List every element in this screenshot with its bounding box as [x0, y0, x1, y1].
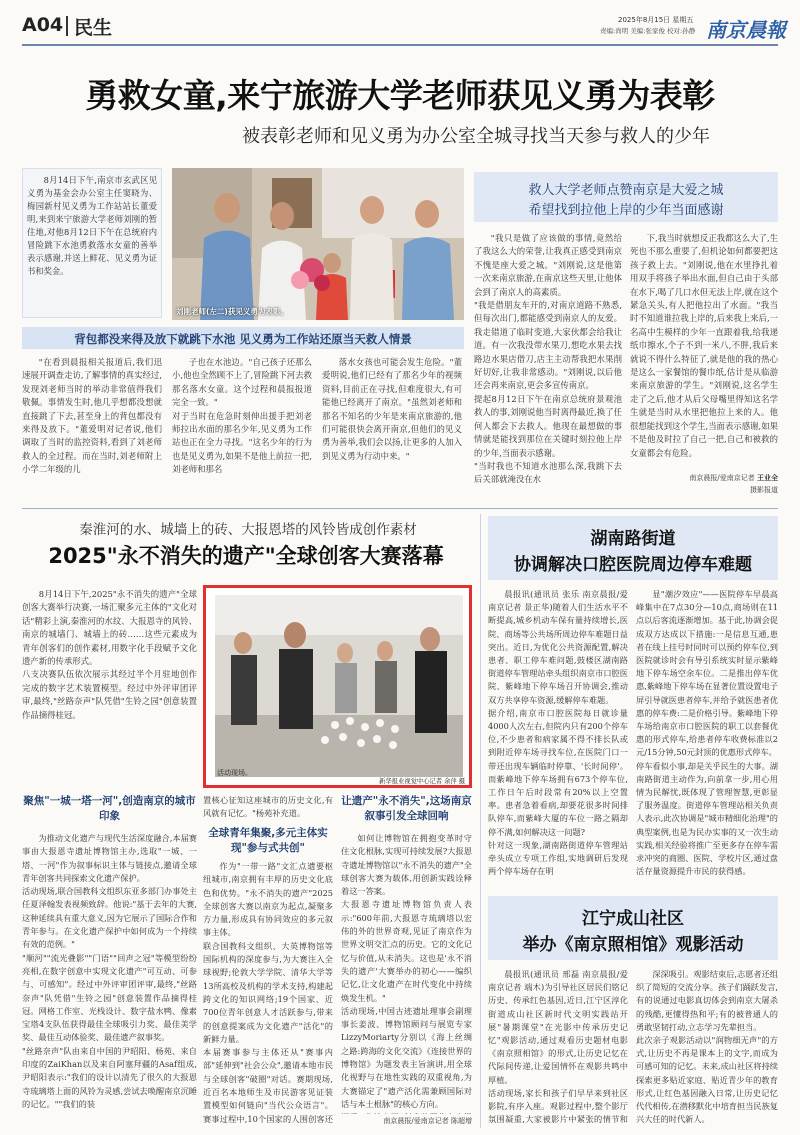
heritage-sub2-body: 作为"一带一路"文汇点遗要枢纽城市,南京拥有丰厚的历史文化底色和优势。"永不消失的遗产"2025全球创客大赛以南京为起点,凝聚多方力量,形成具有协同效应的多元叙事主体。 联合国教科文组织、大英博物馆等国际机构的深度参与,为大赛注入全球视野;伦敦大学学院、清华大学等13所高校及机构的学术支持,构建起跨文化的知识网络;19个国家、近700位青年创意人才活跃参与,带来的创意提案成为文化遗产"活化"的新鲜力量。 本届赛事参与主体还从"赛事内部"延伸到"社会公众",邀请本地市民与全球创客"破圈"对话。赛期现场,近百名本地师生及市民游客见证装置模型如何链向"当代公众语言"。赛事过程中,10个国家的人围创客还	[203, 861, 333, 1124]
lead-right-col1: "我只是做了应该做的事情,竟然给了我这么大的荣誉,让我真正感受到南京不愧是座大爱之城。"刘刚说,这是他第一次来南京旅游,在南京这些天里,让他体会到了南京人的高素质。 "我是借朋友车开的,对南京道路不熟悉,但每次出门,都能感受到南京人的友爱。我走错道了临时变道,大家伙都会给我让道。有一次我没带水果刀,想吃水果去找路边水果店借刀,店主主动帮我把水果削好切好,让我非常感动。"刘刚说,以后他还会再来南京,更会多宣传南京。 提起8月12日下午在南京总统府景观池救人的事,刘刚说他当时离得最近,换了任何人都会下去救人。他现在最想做的事情就是能找到那位在关键时刻拉他上岸的少年,当面表示感谢。 "当时我也不知道水池那么深,我跳下去后关部就淹没在水	[474, 233, 622, 485]
film-headline-box	[488, 896, 778, 960]
film-col1: 晨报讯(通讯员 邢磊 南京晨报/爱南京记者 端木)为引导社区居民们铭记历史、传承红色基因,近日,江宁区淳化街道成山社区新时代文明实践站开展"暑期课堂"在光影中传承历史记忆"观影活动,通过观看历史题材电影《南京照相馆》的形式,让历史记忆在代际间传递,让爱国情怀在观影共鸣中厚植。 活动现场,家长和孩子们早早来到社区影院,有序入座。观影过程中,整个影厅氛围凝重,大家被影片中紧张的情节和	[488, 969, 628, 1125]
byline-reporter: 王业全	[757, 473, 778, 482]
heritage-headline: 2025"永不消失的遗产"全球创客大赛落幕	[48, 544, 444, 568]
masthead-divider	[66, 16, 68, 36]
date-line: 2025年8月15日 星期五	[618, 16, 694, 24]
heritage-sub1: 聚焦"一城一塔一河",创造南京的城市印象	[23, 795, 196, 822]
parking-col2: 显"潮汐效应"——医院停车早晨高峰集中在7点30分—10点,商场则在11点以后客流逐渐增加。基于此,协调会促成双方达成以下措施:一是信息互通,患者在线上挂号时同时可以预约停车位,到医院就诊时会有导引系统实时显示紫峰地下停车场空余车位。二是推出停车优惠,紫峰地下停车场在显著位置设置电子屏引导就医患者停车,并给予就医患者优惠的停车费:二是价格引导。紫峰地下停车场给南京市口腔医院的职工以套餐优惠的形式停车,给患者停车收费标准以2元/15分钟,50元封顶的优惠形式停车。 停车看似小事,却是关乎民生的大事。湖南路街道主动作为,向前拿一步,用心用情为民解忧,既体现了管理智慧,更彰显了服务温度。街道停车管理站相关负责人表示,此次协调是"城市精细化治理"的典型案例,也是为民办实事的又一次生动实践,相关经验将推广至更多存在停车需求冲突的商圈、医院、学校片区,通过盘活存量资源提升市民的获得感。	[636, 589, 778, 877]
lead-byline	[630, 472, 778, 496]
heritage-photo	[215, 595, 463, 777]
byline-note: 摄影报道	[750, 486, 778, 494]
lead-photo	[172, 168, 464, 320]
column-separator	[480, 514, 481, 1128]
film-headline-line2: 举办《南京照相馆》观影活动	[522, 935, 744, 955]
lead-left-col1: "在看到晨报相关报道后,我们迅速展开调查走访,了解事情的真实经过,发现刘老师当时的举动非常值得我们敬佩。事情发生时,他几乎想都没想就直接跳了下去,甚至身上的背包都没有来得及放下。"董爱明对记者说,他们调取了当时的监控资料,看到了刘老师救人的全过程。而在当时,刘老师附上小学二年级的儿	[22, 357, 162, 475]
byline-org: 南京晨报/爱南京记者	[689, 474, 755, 482]
lead-subheadline: 被表彰老师和见义勇为办公室全城寻找当天参与救人的少年	[242, 126, 710, 147]
heritage-sub2: 全球青年集聚,多元主体实现"参与式共创"	[208, 827, 328, 854]
lead-intro-text: 8月14日下午,南京市玄武区见义勇为基金会办公室主任窦晓为、梅园新村见义勇为工作站站长董爱明,来到来宁旅游大学老师刘刚的暂住地,对他8月12日下午在总统府内冒险跳下水池勇救落水女童的善举表示感谢,并送上鲜花、见义勇为证书和奖金。	[27, 175, 157, 276]
film-col2: 深深吸引。观影结束后,志愿者还组织了简短的交流分享。孩子们踊跃发言,有的说通过电影真切体会到南京大屠杀的残酷,更懂得热和平;有的被普通人的勇敢坚韧打动,立志学习先辈担当。 此次亲子观影活动以"润物细无声"的方式,让历史不再是课本上的文字,而成为可感可知的记忆。未来,成山社区将持续探索更多贴近家庭、贴近青少年的教育形式,让红色基因融入日常,让历史记忆代代相传,在潜移默化中培育担当民族复兴大任的时代新人。	[636, 969, 778, 1125]
film-headline-line1: 江宁成山社区	[582, 909, 684, 929]
parking-headline-line1: 湖南路街道	[590, 529, 676, 549]
lead-left-col3: 落水女孩也可能会发生危险。"董爱明说,他们已经有了那名少年的视频资料,目前正在寻找,但难度很大,有可能他已经离开了南京。"虽然刘老师和那名不知名的少年是来南京旅游的,他们可能很快会离开南京,但他们的见义勇为善举,我们会以扬,让更多的人加入到见义勇为行动中来。"	[322, 357, 462, 461]
page-number: A04	[22, 14, 64, 36]
lead-right-banner-line1: 救人大学老师点赞南京是大爱之城	[528, 183, 724, 198]
paper-logo: 南京晨報	[706, 18, 786, 42]
heritage-sub3: 让遗产"永不消失",这场南京叙事引发全球回响	[341, 795, 472, 822]
heritage-photo-caption: 活动现场。	[217, 769, 252, 777]
lead-left-col2: 子也在水池边。"自己孩子还那么小,他也全然顾不上了,冒险跳下河去救那名落水女童。这个过程和晨报报道完全一致。" 对于当时在危急时刻伸出援手把刘老师拉出水面的那名少年,见义勇为工作站也正在全力寻找。"这名少年的行为也是见义勇为,如果不是他上前拉一把,刘老师和那名	[172, 357, 312, 475]
lead-left-banner	[22, 327, 464, 349]
parking-col1: 晨报讯(通讯员 张乐 南京晨报/爱南京记者 景正华)随着人们生活水平不断提高,城乡机动车保有量持续增长,医院、商场等公共场所周边停车难题日益突出。近日,为优化公共资源配置,解决患者、职工停车难问题,鼓楼区湖南路街道停车管理站牵头组织南京市口腔医院、紫峰地下停车场召开协调会,推动双方共享停车资源,缓解停车难题。 据介绍,南京市口腔医院每日就诊量4000人次左右,但院内只有200个停车位,不少患者和病家属不得不排长队或到附近停车场寻找车位,在医院门口一带还出现车辆临时停靠、'长时间停'。而紫峰地下停车场拥有673个停车位,工作日午后时段常有20%以上空置率。患者急着看病,却要花很多时间排队停车,而紫峰大厦的车位一路之隔却停不满,如何解决这一问题? 针对这一现象,湖南路街道停车管理站牵头成立专项工作组,实地调研后发现两个停车场存在明	[488, 589, 628, 877]
heritage-photo-credit: 新华报业视觉中心记者 余萍 摄	[379, 778, 465, 785]
heritage-sub3-body: 如何让博物馆在拥抱变革时守住文化根脉,实现可持续发展?大报恩寺遗址博物馆以"永不消失的遗产"全球创客大赛为载体,用创新实践诠释着这一答案。 大报恩寺遗址博物馆负责人表示:"600年前,大报恩寺琉璃塔以宏伟的外的世界奇观,见证了南京作为世界文明交汇点的历史。它的文化记忆与价值,从未消失。这也是'永不消失的遗产'大赛举办的初心——编织记忆,让文化遗产在时代变化中持续焕发生机。" 活动现场,中国古迹遗址理事会副理事长姜波、博物馆顾问与展览专家LizzyMoriarty分别以《海上丝绸之路:跨海的文化交流》《连接世界的博物馆》为题发表主旨演讲,用全球化视野与在地性实践的双重视角,为大赛锚定了"遗产活化需兼顾国际对话与本土根脉"的核心方向。	[341, 833, 472, 1109]
editors-line: 责编:尚明 美编:张家俊 校对:孙静	[600, 27, 696, 35]
lead-right-banner-line2: 希望找到拉他上岸的少年当面感谢	[528, 203, 724, 218]
parking-headline-line2: 协调解决口腔医院周边停车难题	[514, 555, 752, 575]
section-name: 民生	[74, 17, 113, 39]
lead-right-banner	[474, 172, 778, 222]
parking-headline-box	[488, 516, 778, 580]
lead-right-col2: 下,我当时就想反正我都这么大了,生死也不那么重要了,但机论如何都要把这孩子救上去。"刘刚说,他在水里挣扎着用双手将孩子举出水面,但自己由于头部在水下,喝了几口水但无法上岸,就在这个紧急关头,有人把他拉出了水面。"我当时不知道谁拉我上岸的,后来我上来后,一名高中生模样的少年一直跟着我,给我递纸巾擦水,个子不到一米八,不胖,我后来就说不得什么特征了,就是他的我的热心是这么一家餐馆的餐巾纸,估计是从临游来南京旅游的学生。"刘刚说,这名学生走了之后,他才从后父母嘴里得知这名学生就是当时从水里把他拉上来的人。他很想能找到这个学生,当面表示感谢,如果不是他及时拉了自己一把,自己和被救的女童都会有危险。	[630, 233, 778, 458]
lead-headline: 勇救女童,来宁旅游大学老师获见义勇为表彰	[85, 76, 715, 115]
heritage-col2-top: 置核心征知这座城市的历史文化,有风就有记忆。"杨苑补充道。	[203, 795, 333, 819]
lead-photo-caption: 刘刚老师(左二)获见义勇为表彰。	[176, 307, 288, 316]
lead-left-banner-text: 背包都没来得及放下就跳下水池 见义勇为工作站还原当天救人情景	[74, 332, 412, 346]
heritage-kicker: 秦淮河的水、城墙上的砖、大报恩塔的风铃皆成创作素材	[79, 522, 417, 538]
heritage-intro: 8月14日下午,2025"永不消失的遗产"全球创客大赛举行决赛,一场汇聚多元主体的"文化对话"精彩上演,秦淮河的水纹、大报恩寺的风铃、南京的城墙门、城墙上的砖……这些元素成为青年创客们的创作素材,用数字化手段赋予文化遗产新的传承形式。 八支决赛队伍依次展示其经过半个月驻地创作完成的数字艺术装置模型。经过中外评审团评审,最终,"丝路奈声"队凭借"生铃之园"创意装置作品摘得桂冠。	[22, 589, 197, 720]
heritage-sub1-body: 为推动文化遗产与现代生活深度融合,本届赛事由大报恩寺遗址博物馆主办,选取"一城、一塔、一河"作为叙事标识主体与链接点,邀请全球青年创客共同探索文化遗产保护。 活动现场,联合国教科文组织东亚多部门办事处主任夏泽翰发表视频致辞。他说:"基于去年的大赛,这种延续具有重大意义,因为它展示了国际合作和青年参与。在文化遗产保护中如何成为一个持续有效的范例。" "顺河""流光叠影""门语""回声之冠"等模型纷纷亮相,在数字创意中实现文化遗产"可互动、可参与、可感知"。经过中外评审团评审,最终,"丝路奈声"队凭借"生铃之园"创意装置作品摘得桂冠。网格工作室、光栈设计、数字盐水鸭、像素宝塔4支队伍获得最佳全球吸引力奖、最佳美学奖、最佳互动体验奖、最佳遗产叙事奖。 "丝路奈声"队由来自中国的尹昭阳、杨苑、来自印度的ZaiKhan以及来自阿塞拜疆的Asaf组成,尹昭阳表示:"我们的设计以清先了很久的大报恩寺琉璃塔上面的风铃为灵感,尝试去唤醒南京沉睡的记忆。""我们的装	[22, 833, 197, 1109]
masthead	[0, 0, 800, 48]
masthead-rule	[22, 44, 778, 46]
section-rule	[22, 508, 778, 509]
heritage-byline: 南京晨报/爱南京记者 陈超增	[383, 1117, 472, 1125]
